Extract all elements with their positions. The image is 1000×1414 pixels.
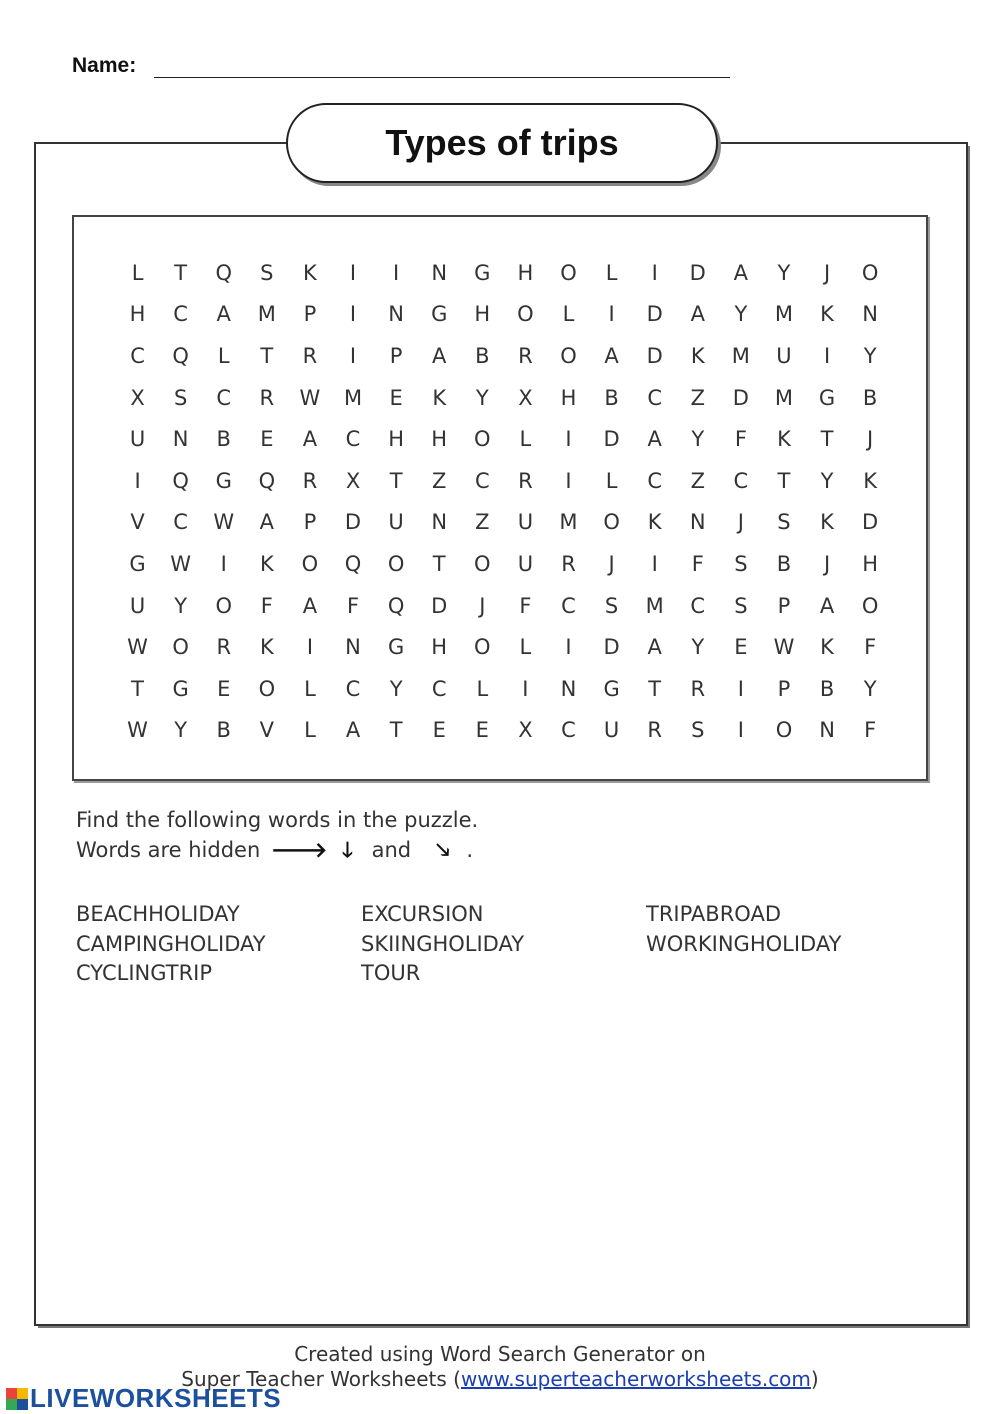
footer-link[interactable]: www.superteacherworksheets.com bbox=[460, 1367, 811, 1391]
grid-letter[interactable]: Q bbox=[172, 343, 189, 368]
grid-letter[interactable]: T bbox=[820, 427, 834, 452]
grid-letter[interactable]: X bbox=[518, 385, 533, 410]
grid-letter[interactable]: L bbox=[476, 676, 489, 701]
word-list bbox=[76, 900, 936, 989]
grid-letter[interactable]: T bbox=[131, 676, 144, 701]
grid-letter[interactable]: I bbox=[565, 468, 572, 493]
grid-letter[interactable]: W bbox=[127, 635, 148, 660]
grid-letter[interactable]: Y bbox=[820, 468, 834, 493]
grid-letter[interactable]: Z bbox=[690, 468, 705, 493]
grid-letter[interactable]: Y bbox=[389, 676, 403, 701]
grid-letter[interactable]: I bbox=[737, 718, 744, 743]
word-list-item: TOUR bbox=[361, 961, 421, 985]
grid-letter[interactable]: Q bbox=[172, 468, 189, 493]
grid-letter[interactable]: A bbox=[302, 593, 318, 618]
grid-letter[interactable]: Z bbox=[475, 510, 490, 535]
grid-letter[interactable]: W bbox=[773, 635, 795, 660]
grid-letter[interactable]: W bbox=[127, 718, 148, 743]
word-list-item bbox=[646, 959, 931, 989]
grid-letter[interactable]: I bbox=[349, 302, 357, 327]
grid-letter[interactable]: I bbox=[608, 302, 615, 327]
grid-letter[interactable]: T bbox=[260, 343, 274, 368]
grid-letter[interactable]: F bbox=[519, 593, 532, 618]
grid-letter[interactable]: A bbox=[647, 427, 662, 452]
grid-letter[interactable]: Q bbox=[387, 593, 405, 618]
grid-letter[interactable]: E bbox=[389, 385, 403, 410]
instructions-prefix: Words are hidden bbox=[76, 838, 261, 862]
grid-letter[interactable]: L bbox=[304, 676, 316, 701]
grid-letter[interactable]: C bbox=[474, 468, 490, 493]
grid-letter[interactable]: N bbox=[862, 302, 878, 327]
grid-letter[interactable]: C bbox=[647, 468, 662, 493]
grid-letter[interactable]: U bbox=[776, 343, 792, 368]
grid-letter[interactable]: M bbox=[559, 510, 578, 535]
grid-letter[interactable]: A bbox=[733, 260, 749, 285]
grid-letter[interactable]: Z bbox=[690, 385, 705, 410]
grid-letter[interactable]: O bbox=[474, 551, 491, 576]
grid-letter[interactable]: N bbox=[560, 676, 577, 701]
word-list-item: WORKINGHOLIDAY bbox=[646, 931, 842, 956]
grid-letter[interactable]: T bbox=[648, 676, 662, 701]
grid-letter[interactable]: X bbox=[345, 468, 361, 493]
grid-letter[interactable]: O bbox=[603, 510, 620, 535]
grid-letter[interactable]: O bbox=[861, 260, 879, 285]
instructions bbox=[76, 805, 478, 865]
grid-letter[interactable]: R bbox=[647, 718, 662, 743]
grid-letter[interactable]: N bbox=[431, 510, 448, 535]
grid-letter[interactable]: G bbox=[387, 635, 405, 660]
grid-letter[interactable]: X bbox=[130, 385, 145, 410]
grid-letter[interactable]: D bbox=[344, 510, 362, 535]
grid-letter[interactable]: G bbox=[474, 260, 491, 285]
grid-letter[interactable]: N bbox=[388, 302, 404, 327]
grid-letter[interactable]: C bbox=[345, 427, 361, 452]
grid-letter[interactable]: A bbox=[345, 718, 361, 743]
instructions-line-1: Find the following words in the puzzle. bbox=[76, 808, 479, 832]
grid-letter[interactable]: H bbox=[474, 302, 491, 327]
grid-letter[interactable]: V bbox=[259, 718, 275, 743]
grid-letter[interactable]: L bbox=[562, 302, 575, 327]
grid-letter[interactable]: N bbox=[819, 718, 835, 743]
grid-letter[interactable]: Y bbox=[863, 343, 877, 368]
grid-letter[interactable]: X bbox=[518, 718, 533, 743]
grid-letter[interactable]: N bbox=[345, 635, 361, 660]
grid-letter[interactable]: G bbox=[172, 676, 189, 701]
grid-letter[interactable]: I bbox=[306, 635, 314, 660]
grid-letter[interactable]: A bbox=[647, 635, 662, 660]
grid-letter[interactable]: R bbox=[216, 635, 232, 660]
grid-letter[interactable]: Y bbox=[691, 427, 705, 452]
grid-letter[interactable]: T bbox=[174, 260, 188, 285]
grid-letter[interactable]: L bbox=[519, 427, 532, 452]
grid-letter[interactable]: K bbox=[303, 260, 317, 285]
grid-letter[interactable]: C bbox=[345, 676, 361, 701]
grid-letter[interactable]: S bbox=[734, 593, 748, 618]
grid-letter[interactable]: O bbox=[474, 427, 491, 452]
grid-letter[interactable]: P bbox=[777, 676, 791, 701]
grid-letter[interactable]: U bbox=[388, 510, 404, 535]
grid-letter[interactable]: I bbox=[522, 676, 529, 701]
grid-letter[interactable]: I bbox=[220, 551, 227, 576]
grid-letter[interactable]: I bbox=[823, 343, 831, 368]
grid-letter[interactable]: S bbox=[691, 718, 705, 743]
grid-letter[interactable]: F bbox=[346, 593, 360, 618]
grid-letter[interactable]: Y bbox=[863, 676, 877, 701]
grid-letter[interactable]: G bbox=[129, 551, 146, 576]
grid-letter[interactable]: L bbox=[605, 260, 618, 285]
grid-letter[interactable]: D bbox=[646, 343, 663, 368]
grid-letter[interactable]: K bbox=[777, 427, 791, 452]
grid-letter[interactable]: I bbox=[651, 551, 658, 576]
grid-letter[interactable]: S bbox=[604, 593, 619, 618]
grid-letter[interactable]: K bbox=[647, 510, 662, 535]
grid-letter[interactable]: R bbox=[690, 676, 706, 701]
word-list-item: EXCURSION bbox=[361, 902, 484, 926]
grid-letter[interactable]: L bbox=[519, 635, 532, 660]
grid-letter[interactable]: J bbox=[608, 551, 615, 576]
grid-letter[interactable]: N bbox=[172, 427, 189, 452]
grid-letter[interactable]: I bbox=[393, 260, 400, 285]
word-list-item: CAMPINGHOLIDAY bbox=[76, 931, 266, 956]
word-list-item: BEACHHOLIDAY bbox=[76, 902, 240, 926]
grid-letter[interactable]: I bbox=[565, 635, 572, 660]
name-underline bbox=[154, 77, 730, 78]
grid-letter[interactable]: F bbox=[864, 718, 877, 743]
grid-letter[interactable]: O bbox=[861, 593, 879, 618]
grid-letter[interactable]: E bbox=[432, 718, 446, 743]
grid-letter[interactable]: D bbox=[732, 385, 749, 410]
grid-letter[interactable]: A bbox=[690, 302, 705, 327]
grid-letter[interactable]: H bbox=[129, 302, 146, 327]
grid-letter[interactable]: K bbox=[820, 635, 834, 660]
page-title: Types of trips bbox=[385, 122, 619, 163]
grid-letter[interactable]: W bbox=[213, 510, 235, 535]
word-list-item: TRIPABROAD bbox=[646, 902, 781, 926]
grid-letter[interactable]: Q bbox=[215, 260, 232, 285]
grid-letter[interactable]: C bbox=[130, 343, 145, 368]
grid-letter[interactable]: D bbox=[603, 635, 620, 660]
grid-letter[interactable]: A bbox=[604, 343, 619, 368]
grid-letter[interactable]: E bbox=[734, 635, 748, 660]
footer-line-1: Created using Word Search Generator on bbox=[294, 1342, 706, 1366]
grid-letter[interactable]: O bbox=[560, 260, 577, 285]
grid-letter[interactable]: I bbox=[565, 427, 572, 452]
grid-letter[interactable]: F bbox=[864, 635, 877, 660]
instructions-and: and bbox=[371, 838, 412, 862]
grid-letter[interactable]: R bbox=[302, 343, 318, 368]
grid-letter[interactable]: A bbox=[432, 343, 447, 368]
liveworksheets-brand[interactable] bbox=[6, 1383, 281, 1414]
grid-letter[interactable]: M bbox=[257, 302, 276, 327]
grid-letter[interactable]: M bbox=[731, 343, 750, 368]
grid-letter[interactable]: L bbox=[605, 468, 618, 493]
grid-letter[interactable]: H bbox=[431, 635, 448, 660]
grid-letter[interactable]: Y bbox=[475, 385, 489, 410]
grid-letter[interactable]: W bbox=[170, 551, 192, 576]
grid-letter[interactable]: I bbox=[134, 468, 141, 493]
grid-letter[interactable]: C bbox=[690, 593, 706, 618]
grid-letter[interactable]: C bbox=[647, 385, 662, 410]
grid-letter[interactable]: F bbox=[734, 427, 747, 452]
liveworksheets-logo-icon bbox=[6, 1388, 28, 1410]
grid-letter[interactable]: L bbox=[217, 343, 230, 368]
grid-letter[interactable]: O bbox=[775, 718, 793, 743]
grid-letter[interactable]: P bbox=[303, 510, 317, 535]
grid-letter[interactable]: J bbox=[479, 593, 486, 618]
grid-letter[interactable]: M bbox=[774, 385, 794, 410]
grid-letter[interactable]: Q bbox=[258, 468, 276, 493]
name-label: Name: bbox=[72, 54, 137, 77]
word-list-item: SKIINGHOLIDAY bbox=[361, 931, 525, 956]
word-search-grid bbox=[116, 252, 892, 751]
grid-letter[interactable]: U bbox=[129, 593, 146, 618]
grid-letter[interactable]: F bbox=[691, 551, 704, 576]
grid-letter[interactable]: H bbox=[431, 427, 448, 452]
grid-letter[interactable]: P bbox=[389, 343, 403, 368]
grid-letter[interactable]: U bbox=[129, 427, 146, 452]
grid-letter[interactable]: D bbox=[862, 510, 879, 535]
instructions-line-2 bbox=[76, 835, 478, 865]
grid-letter[interactable]: E bbox=[217, 676, 231, 701]
grid-letter[interactable]: Y bbox=[174, 593, 188, 618]
grid-letter[interactable]: R bbox=[561, 551, 576, 576]
word-list-item: CYCLINGTRIP bbox=[76, 961, 213, 985]
grid-letter[interactable]: O bbox=[301, 551, 319, 576]
grid-letter[interactable]: H bbox=[517, 260, 534, 285]
grid-letter[interactable]: K bbox=[690, 343, 705, 368]
grid-letter[interactable]: S bbox=[777, 510, 791, 535]
grid-letter[interactable]: F bbox=[260, 593, 273, 618]
grid-letter[interactable]: Y bbox=[734, 302, 748, 327]
grid-letter[interactable]: T bbox=[432, 551, 446, 576]
grid-letter[interactable]: J bbox=[823, 260, 831, 285]
arrow-diagonal-icon: 🡖 bbox=[435, 838, 450, 862]
grid-letter[interactable]: M bbox=[774, 302, 794, 327]
grid-letter[interactable]: K bbox=[820, 302, 834, 327]
grid-letter[interactable]: N bbox=[431, 260, 448, 285]
grid-letter[interactable]: S bbox=[260, 260, 274, 285]
grid-letter[interactable]: I bbox=[349, 260, 357, 285]
grid-letter[interactable]: A bbox=[302, 427, 318, 452]
grid-letter[interactable]: B bbox=[819, 676, 835, 701]
grid-letter[interactable]: D bbox=[603, 427, 620, 452]
grid-letter[interactable]: I bbox=[651, 260, 658, 285]
grid-letter[interactable]: H bbox=[862, 551, 879, 576]
grid-letter[interactable]: H bbox=[388, 427, 404, 452]
grid-letter[interactable]: O bbox=[517, 302, 534, 327]
arrow-down-icon: 🡓 bbox=[341, 838, 353, 862]
grid-letter[interactable]: A bbox=[259, 510, 275, 535]
grid-letter[interactable]: U bbox=[517, 551, 534, 576]
grid-letter[interactable]: K bbox=[820, 510, 834, 535]
grid-letter[interactable]: O bbox=[474, 635, 491, 660]
grid-letter[interactable]: B bbox=[862, 385, 878, 410]
grid-letter[interactable]: Y bbox=[174, 718, 188, 743]
brand-text: LIVEWORKSHEETS bbox=[30, 1383, 282, 1413]
grid-letter[interactable]: W bbox=[299, 385, 321, 410]
grid-letter[interactable]: D bbox=[646, 302, 663, 327]
grid-letter[interactable]: D bbox=[689, 260, 706, 285]
grid-letter[interactable]: T bbox=[389, 468, 403, 493]
grid-letter[interactable]: K bbox=[259, 635, 274, 660]
grid-letter[interactable]: C bbox=[173, 302, 188, 327]
footer-suffix: ) bbox=[810, 1367, 819, 1391]
grid-letter[interactable]: R bbox=[518, 468, 533, 493]
grid-letter[interactable]: B bbox=[604, 385, 619, 410]
grid-letter[interactable]: M bbox=[343, 385, 363, 410]
grid-letter[interactable]: O bbox=[387, 551, 405, 576]
grid-letter[interactable]: I bbox=[349, 343, 357, 368]
grid-letter[interactable]: C bbox=[561, 718, 576, 743]
grid-letter[interactable]: O bbox=[172, 635, 189, 660]
grid-letter[interactable]: O bbox=[258, 676, 276, 701]
grid-letter[interactable]: Y bbox=[777, 260, 791, 285]
grid-letter[interactable]: G bbox=[431, 302, 448, 327]
instructions-period: . bbox=[466, 838, 474, 862]
grid-letter[interactable]: D bbox=[431, 593, 448, 618]
grid-letter[interactable]: G bbox=[603, 676, 620, 701]
grid-letter[interactable]: G bbox=[215, 468, 232, 493]
grid-letter[interactable]: M bbox=[645, 593, 664, 618]
grid-letter[interactable]: U bbox=[517, 510, 534, 535]
grid-letter[interactable]: P bbox=[303, 302, 317, 327]
grid-letter[interactable]: B bbox=[475, 343, 490, 368]
grid-letter[interactable]: V bbox=[130, 510, 145, 535]
grid-letter[interactable]: T bbox=[777, 468, 791, 493]
grid-letter[interactable]: H bbox=[560, 385, 577, 410]
grid-letter[interactable]: C bbox=[431, 676, 447, 701]
grid-letter[interactable]: N bbox=[689, 510, 706, 535]
grid-letter[interactable]: K bbox=[432, 385, 447, 410]
grid-letter[interactable]: A bbox=[216, 302, 231, 327]
grid-letter[interactable]: K bbox=[863, 468, 878, 493]
grid-letter[interactable]: T bbox=[389, 718, 403, 743]
footer-prefix: Super Teacher Worksheets ( bbox=[181, 1367, 461, 1391]
grid-letter[interactable]: G bbox=[818, 385, 836, 410]
grid-letter[interactable]: K bbox=[259, 551, 274, 576]
grid-letter[interactable]: J bbox=[737, 510, 744, 535]
grid-letter[interactable]: B bbox=[216, 718, 231, 743]
grid-letter[interactable]: R bbox=[302, 468, 318, 493]
grid-letter[interactable]: B bbox=[776, 551, 792, 576]
grid-letter[interactable]: S bbox=[734, 551, 748, 576]
grid-letter[interactable]: P bbox=[777, 593, 791, 618]
grid-letter[interactable]: J bbox=[823, 551, 831, 576]
grid-letter[interactable]: C bbox=[216, 385, 232, 410]
grid-letter[interactable]: A bbox=[819, 593, 835, 618]
arrow-right-icon: 🡒 bbox=[270, 838, 328, 862]
grid-letter[interactable]: J bbox=[867, 427, 874, 452]
grid-letter[interactable]: I bbox=[737, 676, 744, 701]
grid-letter[interactable]: O bbox=[215, 593, 232, 618]
grid-letter[interactable]: U bbox=[603, 718, 620, 743]
grid-letter[interactable]: C bbox=[173, 510, 188, 535]
grid-letter[interactable]: L bbox=[304, 718, 316, 743]
grid-letter[interactable]: E bbox=[475, 718, 489, 743]
title-banner bbox=[286, 103, 718, 183]
grid-letter[interactable]: Q bbox=[344, 551, 362, 576]
grid-letter[interactable]: C bbox=[733, 468, 749, 493]
grid-letter[interactable]: B bbox=[216, 427, 231, 452]
grid-letter[interactable]: S bbox=[173, 385, 188, 410]
grid-letter[interactable]: R bbox=[518, 343, 533, 368]
grid-letter[interactable]: C bbox=[561, 593, 576, 618]
grid-letter[interactable]: O bbox=[560, 343, 577, 368]
grid-letter[interactable]: E bbox=[260, 427, 274, 452]
grid-letter[interactable]: Y bbox=[691, 635, 705, 660]
grid-letter[interactable]: L bbox=[131, 260, 144, 285]
grid-letter[interactable]: R bbox=[259, 385, 275, 410]
grid-letter[interactable]: Z bbox=[432, 468, 447, 493]
